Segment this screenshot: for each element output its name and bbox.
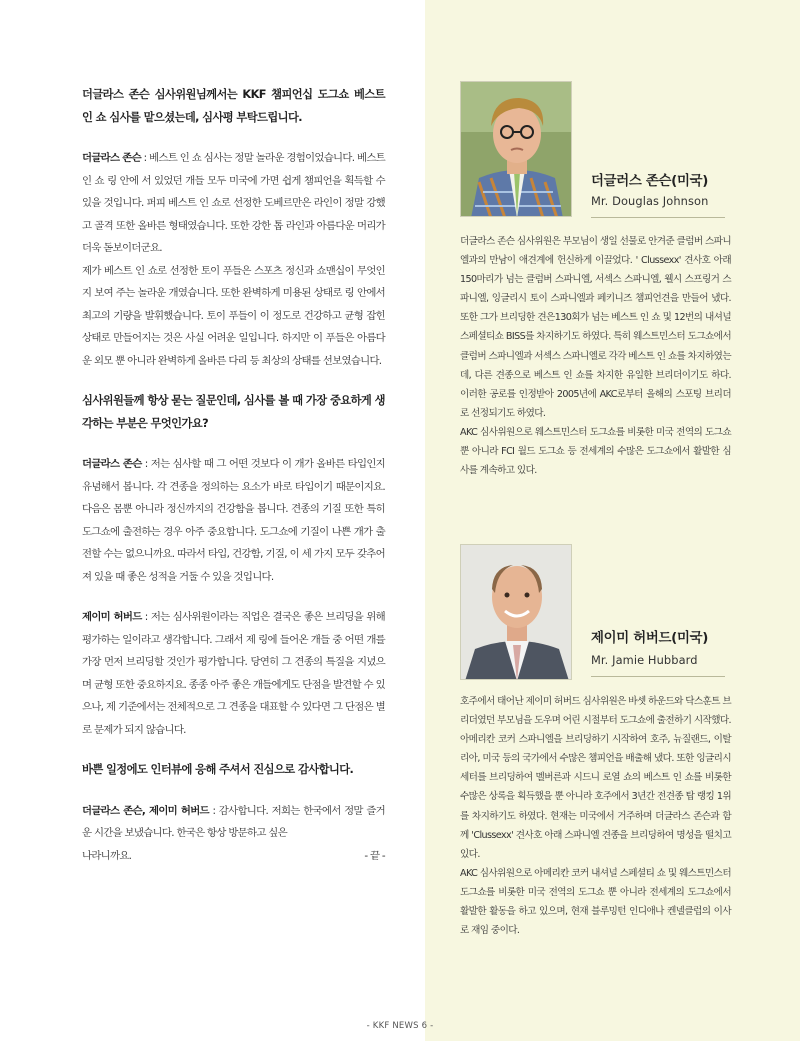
bio-paragraph: AKC 심사위원으로 아메리칸 코커 내셔널 스페셜티 쇼 및 웨스트민스터 도그쇼를 비롯한 미국 전역의 도그쇼 뿐 아니라 전세계의 도그쇼에서 활발한 활동을 하고 있으며, 현재 블루밍턴 인디애나 켄넬클럽의 이사로 재임 중이다. — [460, 867, 731, 937]
judge-name-korean: 제이미 허버드(미국) — [591, 631, 709, 646]
judge-biography — [460, 692, 731, 940]
answer-text: : 저는 심사위원이라는 직업은 결국은 좋은 브리딩을 위해 평가하는 일이라고 생각합니다. 그래서 제 링에 들어온 개들 중 어떤 개를 가장 먼저 브리딩할 것인가 평가합니다. 당연히 그 견종의 특질을 지녔으며 균형 또한 중요하지요. 종종 아주 좋은 개들에게도 단점을 발견할 수 있으나, 제 기준에서는 전체적으로 그 견종을 대표할 수 있다면 그 단점은 별로 문제가 되지 않습니다. — [82, 611, 385, 736]
judge-name-english: Mr. Jamie Hubbard — [591, 653, 698, 667]
judge-name-korean: 더글러스 존슨(미국) — [591, 174, 709, 189]
judge-name-english: Mr. Douglas Johnson — [591, 194, 709, 208]
portrait-illustration — [461, 545, 572, 680]
answer-3 — [82, 606, 385, 741]
speaker-name: 제이미 허버드 — [82, 611, 142, 623]
answer-text: : 감사합니다. 저희는 한국에서 정말 즐거운 시간을 보냈습니다. 한국은 항상 방문하고 싶은 — [82, 804, 385, 839]
answer-4-end — [82, 845, 385, 868]
bio-paragraph: 호주에서 태어난 제이미 허버드 심사위원은 바셋 하운드와 닥스훈트 브리더였던 부모님을 도우며 어린 시절부터 도그쇼에 출전하기 시작했다. 아메리칸 코커 스파니엘을 브리딩하기 시작하여 호주, 뉴질랜드, 이탈리아, 미국 등의 국가에서 수많은 챔피언을 배출해 냈다. 또한 잉글리시 세터를 브리딩하여 멜버른과 시드니 로열 쇼의 베스트 인 쇼를 비롯한 수많은 상록을 획득했을 뿐 아니라 호주에서 3년간 전견종 탑 랭킹 1위를 차지하기도 하였다. 현재는 미국에서 거주하며 더글라스 존슨과 함께 'Clussexx' 견사호 아래 스파니엘 견종을 브리딩하여 명성을 떨치고 있다. — [460, 696, 731, 860]
interview-column — [82, 84, 385, 867]
portrait-photo — [460, 81, 572, 217]
judge-biography — [460, 232, 731, 480]
portrait-illustration — [461, 82, 572, 217]
answer-last-line: 나라니까요. — [82, 849, 132, 862]
question-2: 심사위원들께 항상 묻는 질문인데, 심사를 볼 때 가장 중요하게 생각하는 부분은 무엇인가요? — [82, 394, 385, 430]
answer-2 — [82, 453, 385, 588]
speaker-name: 더글라스 존슨 — [82, 458, 142, 470]
portrait-photo — [460, 544, 572, 680]
answer-text: : 저는 심사할 때 그 어떤 것보다 이 개가 올바른 타입인지 유념해서 봅니다. 각 견종을 정의하는 요소가 바로 타입이기 때문이지요. 다음은 몸뿐 아니라 정신까지의 건강함을 봅니다. 견종의 기질 또한 특히 도그쇼에 출전하는 경우 아주 중요합니다. 도그쇼에 기질이 나쁜 개가 출전할 수는 없으니까요. 따라서 타입, 건강함, 기질, 이 세 가지 모두 갖추어져 있을 때 좋은 성적을 거둘 수 있을 것입니다. — [82, 458, 385, 583]
bio-paragraph: 더글라스 존슨 심사위원은 부모님이 생일 선물로 안겨준 클럼버 스파니엘과의 만남이 애견계에 헌신하게 이끌었다. ' Clussexx' 견사호 아래 150마리가 넘는 클럼버 스파니엘, 서섹스 스파니엘, 웰시 스프링거 스파니엘, 잉글리시 토이 스파니엘과 페키니즈 챔피언견을 만들어 냈다. 또한 그가 브리딩한 견은130회가 넘는 베스트 인 쇼 및 12번의 내셔널 스페셜티쇼 BISS를 차지하기도 하였다. 특히 웨스트민스터 도그쇼에서 클럼버 스파니엘과 서섹스 스파니엘로 각각 베스트 인 쇼를 차지하였는데, 다른 견종으로 베스트 인 쇼를 차지한 유일한 브리더이기도 하다. 이러한 공로를 인정받아 2005년에 AKC로부터 올해의 스포팅 브리더로 선정되기도 하였다. — [460, 236, 731, 419]
question-1: 더글라스 존슨 심사위원님께서는 KKF 챔피언십 도그쇼 베스트 인 쇼 심사를 맡으셨는데, 심사평 부탁드립니다. — [82, 88, 385, 124]
bio-paragraph: AKC 심사위원으로 웨스트민스터 도그쇼를 비롯한 미국 전역의 도그쇼 뿐 아니라 FCI 월드 도그쇼 등 전세계의 수많은 도그쇼에서 활발한 심사를 계속하고 있다. — [460, 426, 731, 477]
speaker-name: 더글라스 존슨 — [82, 152, 141, 164]
answer-4 — [82, 800, 385, 845]
answer-1 — [82, 147, 385, 260]
answer-1-continued: 제가 베스트 인 쇼로 선정한 토이 푸들은 스포츠 정신과 쇼맨십이 무엇인지 보여 주는 놀라운 개였습니다. 또한 완벽하게 미용된 상태로 링 안에서 최고의 기량을 발휘했습니다. 토이 푸들이 이 정도로 건강하고 균형 잡힌 상태로 만들어지는 것은 사실 어려운 일입니다. 하지만 이 푸들은 아름다운 외모 뿐 아니라 완벽하게 올바른 다리 등 최상의 상태를 선보였습니다. — [82, 264, 385, 367]
name-divider — [591, 217, 725, 218]
end-mark: - 끝 - — [364, 849, 385, 862]
page-footer: - KKF NEWS 6 - — [366, 1021, 434, 1031]
answer-text: : 베스트 인 쇼 심사는 정말 놀라운 경험이었습니다. 베스트 인 쇼 링 안에 서 있었던 개들 모두 미국에 가면 쉽게 챔피언을 획득할 수 있을 것입니다. 퍼피 베스트 인 쇼로 선정한 도베르만은 라인이 정말 강했고 골격 또한 올바른 형태였습니다. 또한 강한 톱 라인과 아름다운 머리가 더욱 돋보이더군요. — [82, 152, 385, 254]
speaker-name: 더글라스 존슨, 제이미 허버드 — [82, 804, 209, 817]
question-3: 바쁜 일정에도 인터뷰에 응해 주셔서 진심으로 감사합니다. — [82, 763, 354, 776]
name-divider — [591, 676, 725, 677]
